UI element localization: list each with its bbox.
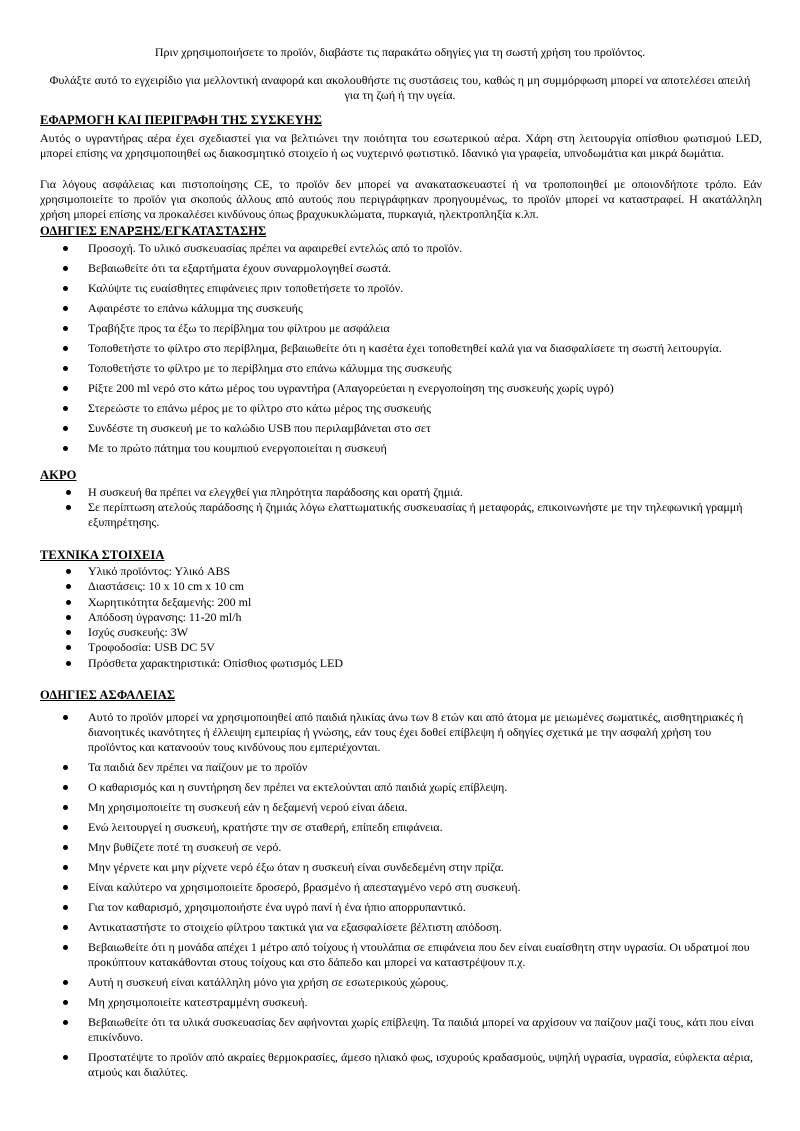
tech-spec-item (88, 579, 760, 594)
bullet-icon (63, 366, 68, 371)
installation-item-text: Αφαιρέστε το επάνω κάλυμμα της συσκευής (88, 301, 303, 315)
bullet-icon (63, 980, 68, 985)
bullet-icon (63, 306, 68, 311)
tech-spec-item (88, 656, 760, 671)
installation-item (88, 281, 760, 296)
safety-item (88, 760, 760, 775)
tech-spec-item-text: Ισχύς συσκευής: 3W (88, 625, 189, 640)
safety-item (88, 780, 760, 795)
bullet-icon (63, 266, 68, 271)
installation-item (88, 341, 760, 356)
installation-item (88, 321, 760, 336)
bullet-icon (63, 446, 68, 451)
safety-item (88, 995, 760, 1010)
acro-list (88, 485, 760, 530)
bullet-icon (63, 715, 68, 720)
bullet-icon (63, 805, 68, 810)
safety-item-text: Είναι καλύτερο να χρησιμοποιείτε δροσερό, βρασμένο ή απεσταγμένο νερό στη συσκευή. (88, 880, 521, 894)
safety-item (88, 800, 760, 815)
intro-keep-manual: Φυλάξτε αυτό το εγχειρίδιο για μελλοντική αναφορά και ακολουθήστε τις συστάσεις του, καθώς η μη συμμόρφωση μπορεί να αποτελέσει απειλή για τη ζωή ή την υγεία. (49, 73, 751, 102)
tech-spec-item-text: Διαστάσεις: 10 x 10 cm x 10 cm (88, 579, 244, 594)
installation-item (88, 401, 760, 416)
installation-item-text: Ρίξτε 200 ml νερό στο κάτω μέρος του υγραντήρα (Απαγορεύεται η ενεργοποίηση της συσκευής χωρίς υγρό) (88, 381, 614, 395)
installation-item-text: Τοποθετήστε το φίλτρο με το περίβλημα στο επάνω κάλυμμα της συσκευής (88, 361, 452, 375)
tech-spec-item (88, 610, 760, 625)
safety-item-text: Μη χρησιμοποιείτε κατεστραμμένη συσκευή. (88, 995, 308, 1009)
safety-item-text: Ενώ λειτουργεί η συσκευή, κρατήστε την σε σταθερή, επίπεδη επιφάνεια. (88, 820, 443, 834)
installation-item-text: Τραβήξτε προς τα έξω το περίβλημα του φίλτρου με ασφάλεια (88, 321, 390, 335)
bullet-icon (63, 905, 68, 910)
installation-item (88, 421, 760, 436)
bullet-icon (63, 765, 68, 770)
safety-item-text: Μην βυθίζετε ποτέ τη συσκευή σε νερό. (88, 840, 282, 854)
tech-spec-item (88, 595, 760, 610)
safety-item-text: Μη χρησιμοποιείτε τη συσκευή εάν η δεξαμενή νερού είναι άδεια. (88, 800, 408, 814)
bullet-icon (63, 286, 68, 291)
bullet-icon (66, 505, 71, 510)
safety-item (88, 820, 760, 835)
bullet-icon (63, 1020, 68, 1025)
installation-item-text: Στερεώστε το επάνω μέρος με το φίλτρο στο κάτω μέρος της συσκευής (88, 401, 431, 415)
tech-spec-item-text: Υλικό προϊόντος: Υλικό ABS (88, 564, 231, 578)
bullet-icon (63, 925, 68, 930)
bullet-icon (63, 845, 68, 850)
tech-spec-item (88, 640, 760, 655)
safety-item (88, 1050, 760, 1080)
bullet-icon (66, 490, 71, 495)
safety-item (88, 880, 760, 895)
safety-item-text: Βεβαιωθείτε ότι τα υλικά συσκευασίας δεν αφήνονται χωρίς επίβλεψη. Τα παιδιά μπορεί να αρχίσουν να παίζουν μαζί τους, κάτι που είναι επικίνδυνο. (88, 1015, 754, 1044)
safety-item (88, 940, 760, 970)
safety-item (88, 900, 760, 915)
bullet-icon (63, 426, 68, 431)
tech-list (88, 564, 760, 671)
bullet-icon (63, 825, 68, 830)
bullet-icon (66, 569, 71, 574)
bullet-icon (63, 246, 68, 251)
safety-list (88, 710, 760, 1085)
safety-item (88, 860, 760, 875)
safety-item (88, 1015, 760, 1045)
bullet-icon (66, 615, 71, 620)
heading-application: ΕΦΑΡΜΟΓΗ ΚΑΙ ΠΕΡΙΓΡΑΦΗ ΤΗΣ ΣΥΣΚΕΥΗΣ (40, 113, 322, 127)
installation-item-text: Τοποθετήστε το φίλτρο στο περίβλημα, βεβαιωθείτε ότι η κασέτα έχει τοποθετηθεί καλά για να διασφαλίσετε τη σωστή λειτουργία. (88, 341, 722, 355)
bullet-icon (63, 1000, 68, 1005)
safety-item (88, 975, 760, 990)
safety-item-text: Τα παιδιά δεν πρέπει να παίζουν με το προϊόν (88, 760, 308, 774)
safety-item (88, 840, 760, 855)
bullet-icon (63, 346, 68, 351)
bullet-icon (63, 326, 68, 331)
tech-spec-item (88, 625, 760, 640)
safety-item-text: Προστατέψτε το προϊόν από ακραίες θερμοκρασίες, άμεσο ηλιακό φως, ισχυρούς κραδασμούς, υψηλή υγρασία, υγρασία, εύφλεκτα αέρια, ατμούς και διαλύτες. (88, 1050, 754, 1079)
safety-item (88, 710, 760, 755)
intro-read-instructions: Πριν χρησιμοποιήσετε το προϊόν, διαβάστε τις παρακάτω οδηγίες για τη σωστή χρήση του προϊόντος. (154, 45, 646, 59)
installation-item (88, 381, 760, 396)
installation-item-text: Με το πρώτο πάτημα του κουμπιού ενεργοποιείται η συσκευή (88, 441, 387, 455)
safety-item-text: Ο καθαρισμός και η συντήρηση δεν πρέπει να εκτελούνται από παιδιά χωρίς επίβλεψη. (88, 780, 508, 794)
bullet-icon (66, 630, 71, 635)
bullet-icon (63, 386, 68, 391)
bullet-icon (63, 865, 68, 870)
safety-item-text: Βεβαιωθείτε ότι η μονάδα απέχει 1 μέτρο από τοίχους ή ντουλάπια σε επιφάνεια που δεν είναι ευαίσθητη στην υγρασία. Οι υδρατμοί που προκύπτουν κατακάθονται στους τοίχους και στο δάπεδο και μπορεί να καταστρέψουν π.χ. (88, 940, 750, 969)
tech-spec-item-text: Χωρητικότητα δεξαμενής: 200 ml (88, 594, 252, 609)
installation-list (88, 241, 760, 461)
bullet-icon (66, 584, 71, 589)
safety-item-text: Μην γέρνετε και μην ρίχνετε νερό έξω όταν η συσκευή είναι συνδεδεμένη στην πρίζα. (88, 860, 504, 874)
installation-item-text: Βεβαιωθείτε ότι τα εξαρτήματα έχουν συναρμολογηθεί σωστά. (88, 261, 392, 275)
installation-item-text: Καλύψτε τις ευαίσθητες επιφάνειες πριν τοποθετήσετε το προϊόν. (88, 281, 404, 295)
bullet-icon (63, 785, 68, 790)
installation-item (88, 361, 760, 376)
acro-item-text: Η συσκευή θα πρέπει να ελεγχθεί για πληρότητα παράδοσης και ορατή ζημιά. (88, 485, 463, 499)
heading-safety: ΟΔΗΓΙΕΣ ΑΣΦΑΛΕΙΑΣ (40, 688, 176, 702)
bullet-icon (63, 1055, 68, 1060)
installation-item (88, 441, 760, 456)
tech-spec-item-text: Τροφοδοσία: USB DC 5V (88, 640, 215, 655)
acro-item-text: Σε περίπτωση ατελούς παράδοσης ή ζημιάς λόγω ελαττωματικής συσκευασίας ή μεταφοράς, επικοινωνήστε με την τηλεφωνική γραμμή εξυπηρέτησης. (88, 500, 743, 529)
acro-item (88, 485, 760, 500)
application-description: Αυτός ο υγραντήρας αέρα έχει σχεδιαστεί για να βελτιώνει την ποιότητα του εσωτερικού αέρα. Χάρη στη λειτουργία οπίσθιου φωτισμού LED, μπορεί επίσης να χρησιμοποιηθεί ως διακοσμητικό στοιχείο ή ως νυχτερινό φωτιστικό. Ιδανικό για γραφεία, υπνοδωμάτια και μικρά δωμάτια. (40, 131, 762, 160)
tech-spec-item-text: Πρόσθετα χαρακτηριστικά: Οπίσθιος φωτισμός LED (88, 655, 344, 670)
heading-installation: ΟΔΗΓΙΕΣ ΕΝΑΡΞΗΣ/ΕΓΚΑΤΑΣΤΑΣΗΣ (40, 224, 267, 238)
safety-item-text: Αντικαταστήστε το στοιχείο φίλτρου τακτικά για να εξασφαλίσετε βέλτιστη απόδοση. (88, 920, 502, 934)
tech-spec-item (88, 564, 760, 579)
bullet-icon (63, 406, 68, 411)
installation-item (88, 241, 760, 256)
application-safety-note: Για λόγους ασφάλειας και πιστοποίησης CE, το προϊόν δεν μπορεί να ανακατασκευαστεί ή να τροποποιηθεί με οποιονδήποτε τρόπο. Εάν χρησιμοποιείτε το προϊόν για σκοπούς άλλους από αυτούς που περιγράφηκαν προηγουμένως, το προϊόν μπορεί να καταστραφεί. Η ακατάλληλη χρήση μπορεί επίσης να προκαλέσει κινδύνους όπως βραχυκυκλώματα, πυρκαγιά, ηλεκτροπληξία κ.λπ. (40, 177, 762, 221)
bullet-icon (63, 945, 68, 950)
installation-item-text: Προσοχή. Το υλικό συσκευασίας πρέπει να αφαιρεθεί εντελώς από το προϊόν. (88, 241, 463, 255)
installation-item (88, 301, 760, 316)
installation-item (88, 261, 760, 276)
heading-tech: ΤΕΧΝΙΚΑ ΣΤΟΙΧΕΙΑ (40, 548, 165, 562)
safety-item-text: Για τον καθαρισμό, χρησιμοποιήστε ένα υγρό πανί ή ένα ήπιο απορρυπαντικό. (88, 900, 466, 914)
installation-item-text: Συνδέστε τη συσκευή με το καλώδιο USB που περιλαμβάνεται στο σετ (88, 421, 431, 435)
heading-acro: ΑΚΡΟ (40, 468, 77, 482)
bullet-icon (66, 661, 71, 666)
safety-item-text: Αυτή η συσκευή είναι κατάλληλη μόνο για χρήση σε εσωτερικούς χώρους. (88, 975, 449, 989)
bullet-icon (66, 600, 71, 605)
bullet-icon (66, 645, 71, 650)
safety-item-text: Αυτό το προϊόν μπορεί να χρησιμοποιηθεί από παιδιά ηλικίας άνω των 8 ετών και από άτομα με μειωμένες σωματικές, αισθητηριακές ή διανοητικές ικανότητες ή έλλειψη εμπειρίας ή γνώσης, εάν τους έχει δοθεί επίβλεψη ή οδηγίες σχετικά με την ασφαλή χρήση του προϊόντος και κατανοούν τους κινδύνους που εμπεριέχονται. (88, 710, 744, 754)
safety-item (88, 920, 760, 935)
bullet-icon (63, 885, 68, 890)
acro-item (88, 500, 760, 530)
tech-spec-item-text: Απόδοση ύγρανσης: 11-20 ml/h (88, 609, 242, 624)
